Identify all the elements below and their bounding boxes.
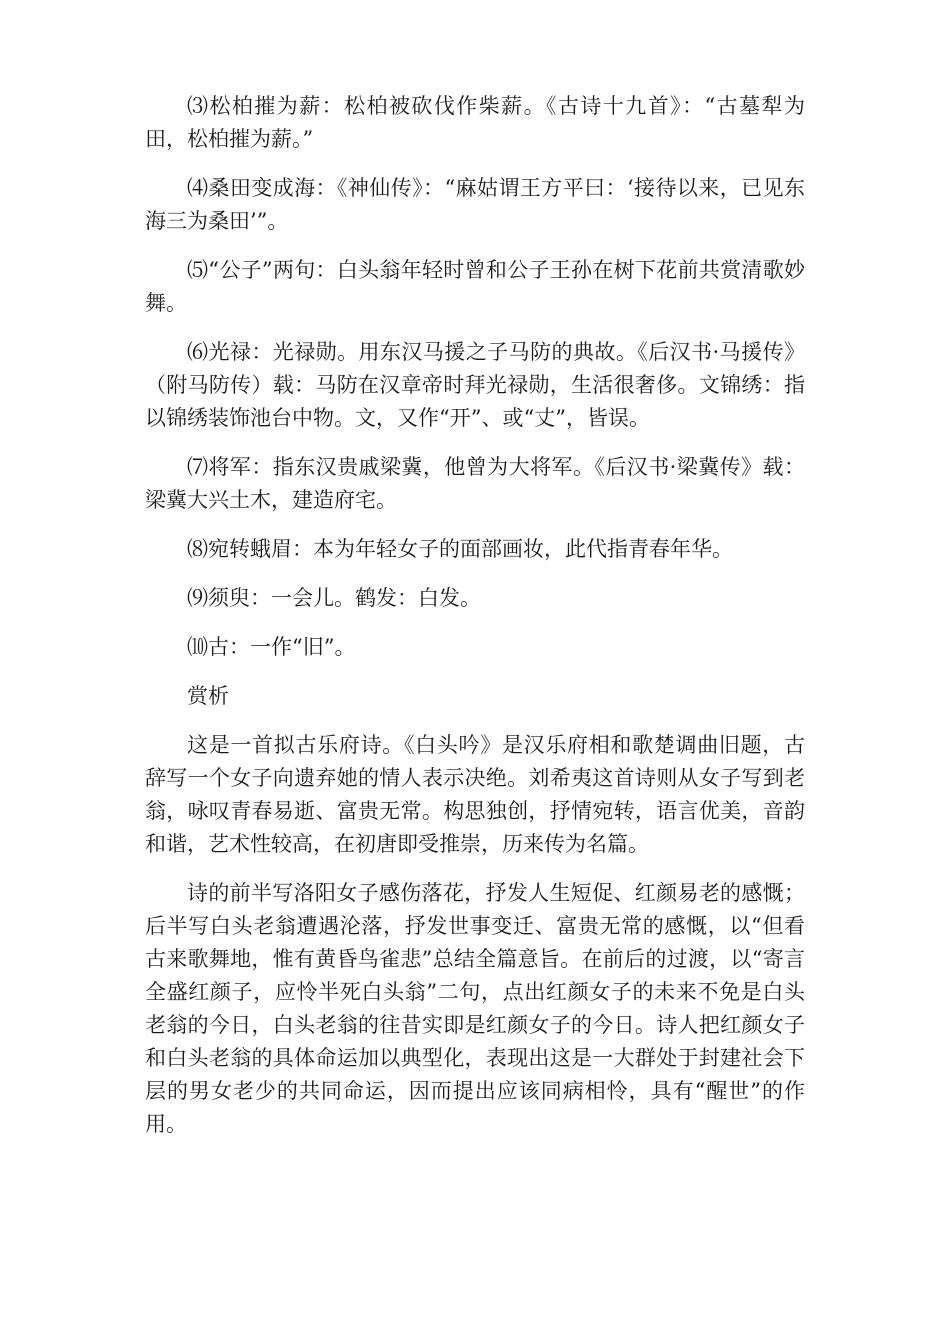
note-10: ⑽古：一作“旧”。 [187,635,356,659]
note-5: ⑸“公子”两句：白头翁年轻时曾和公子王孙在树下花前共赏清歌妙舞。 [145,258,805,315]
note-3: ⑶松柏摧为薪：松柏被砍伐作柴薪。《古诗十九首》：“古墓犁为田，松柏摧为薪。” [145,94,805,151]
note-4: ⑷桑田变成海：《神仙传》：“麻姑谓王方平曰：‘接待以来，已见东海三为桑田’”。 [145,176,805,233]
note-7: ⑺将军：指东汉贵戚梁冀，他曾为大将军。《后汉书·梁冀传》载：梁冀大兴土木，建造府宅。 [145,455,805,512]
section-title: 赏析 [187,684,229,708]
document-page [145,90,805,1157]
note-8: ⑻宛转蛾眉：本为年轻女子的面部画妆，此代指青春年华。 [187,537,733,561]
note-6: ⑹光禄：光禄勋。用东汉马援之子马防的典故。《后汉书·马援传》（附马防传）载：马防在汉章帝时拜光禄勋，生活很奢侈。文锦绣：指以锦绣装饰池台中物。文，又作“开”、或“丈”，皆误。 [145,340,805,430]
analysis-paragraph-1: 这是一首拟古乐府诗。《白头吟》是汉乐府相和歌楚调曲旧题，古辞写一个女子向遗弃她的情人表示决绝。刘希夷这首诗则从女子写到老翁，咏叹青春易逝、富贵无常。构思独创，抒情宛转，语言优美，音韵和谐，艺术性较高，在初唐即受推崇，历来传为名篇。 [145,733,805,856]
note-9: ⑼须臾：一会儿。鹤发：白发。 [187,586,481,610]
analysis-paragraph-2: 诗的前半写洛阳女子感伤落花，抒发人生短促、红颜易老的感慨；后半写白头老翁遭遇沦落，抒发世事变迁、富贵无常的感慨，以“但看古来歌舞地，惟有黄昏鸟雀悲”总结全篇意旨。在前后的过渡，以“寄言全盛红颜子，应怜半死白头翁”二句，点出红颜女子的未来不免是白头老翁的今日，白头老翁的往昔实即是红颜女子的今日。诗人把红颜女子和白头老翁的具体命运加以典型化，表现出这是一大群处于封建社会下层的男女老少的共同命运，因而提出应该同病相怜，具有“醒世”的作用。 [145,881,805,1136]
